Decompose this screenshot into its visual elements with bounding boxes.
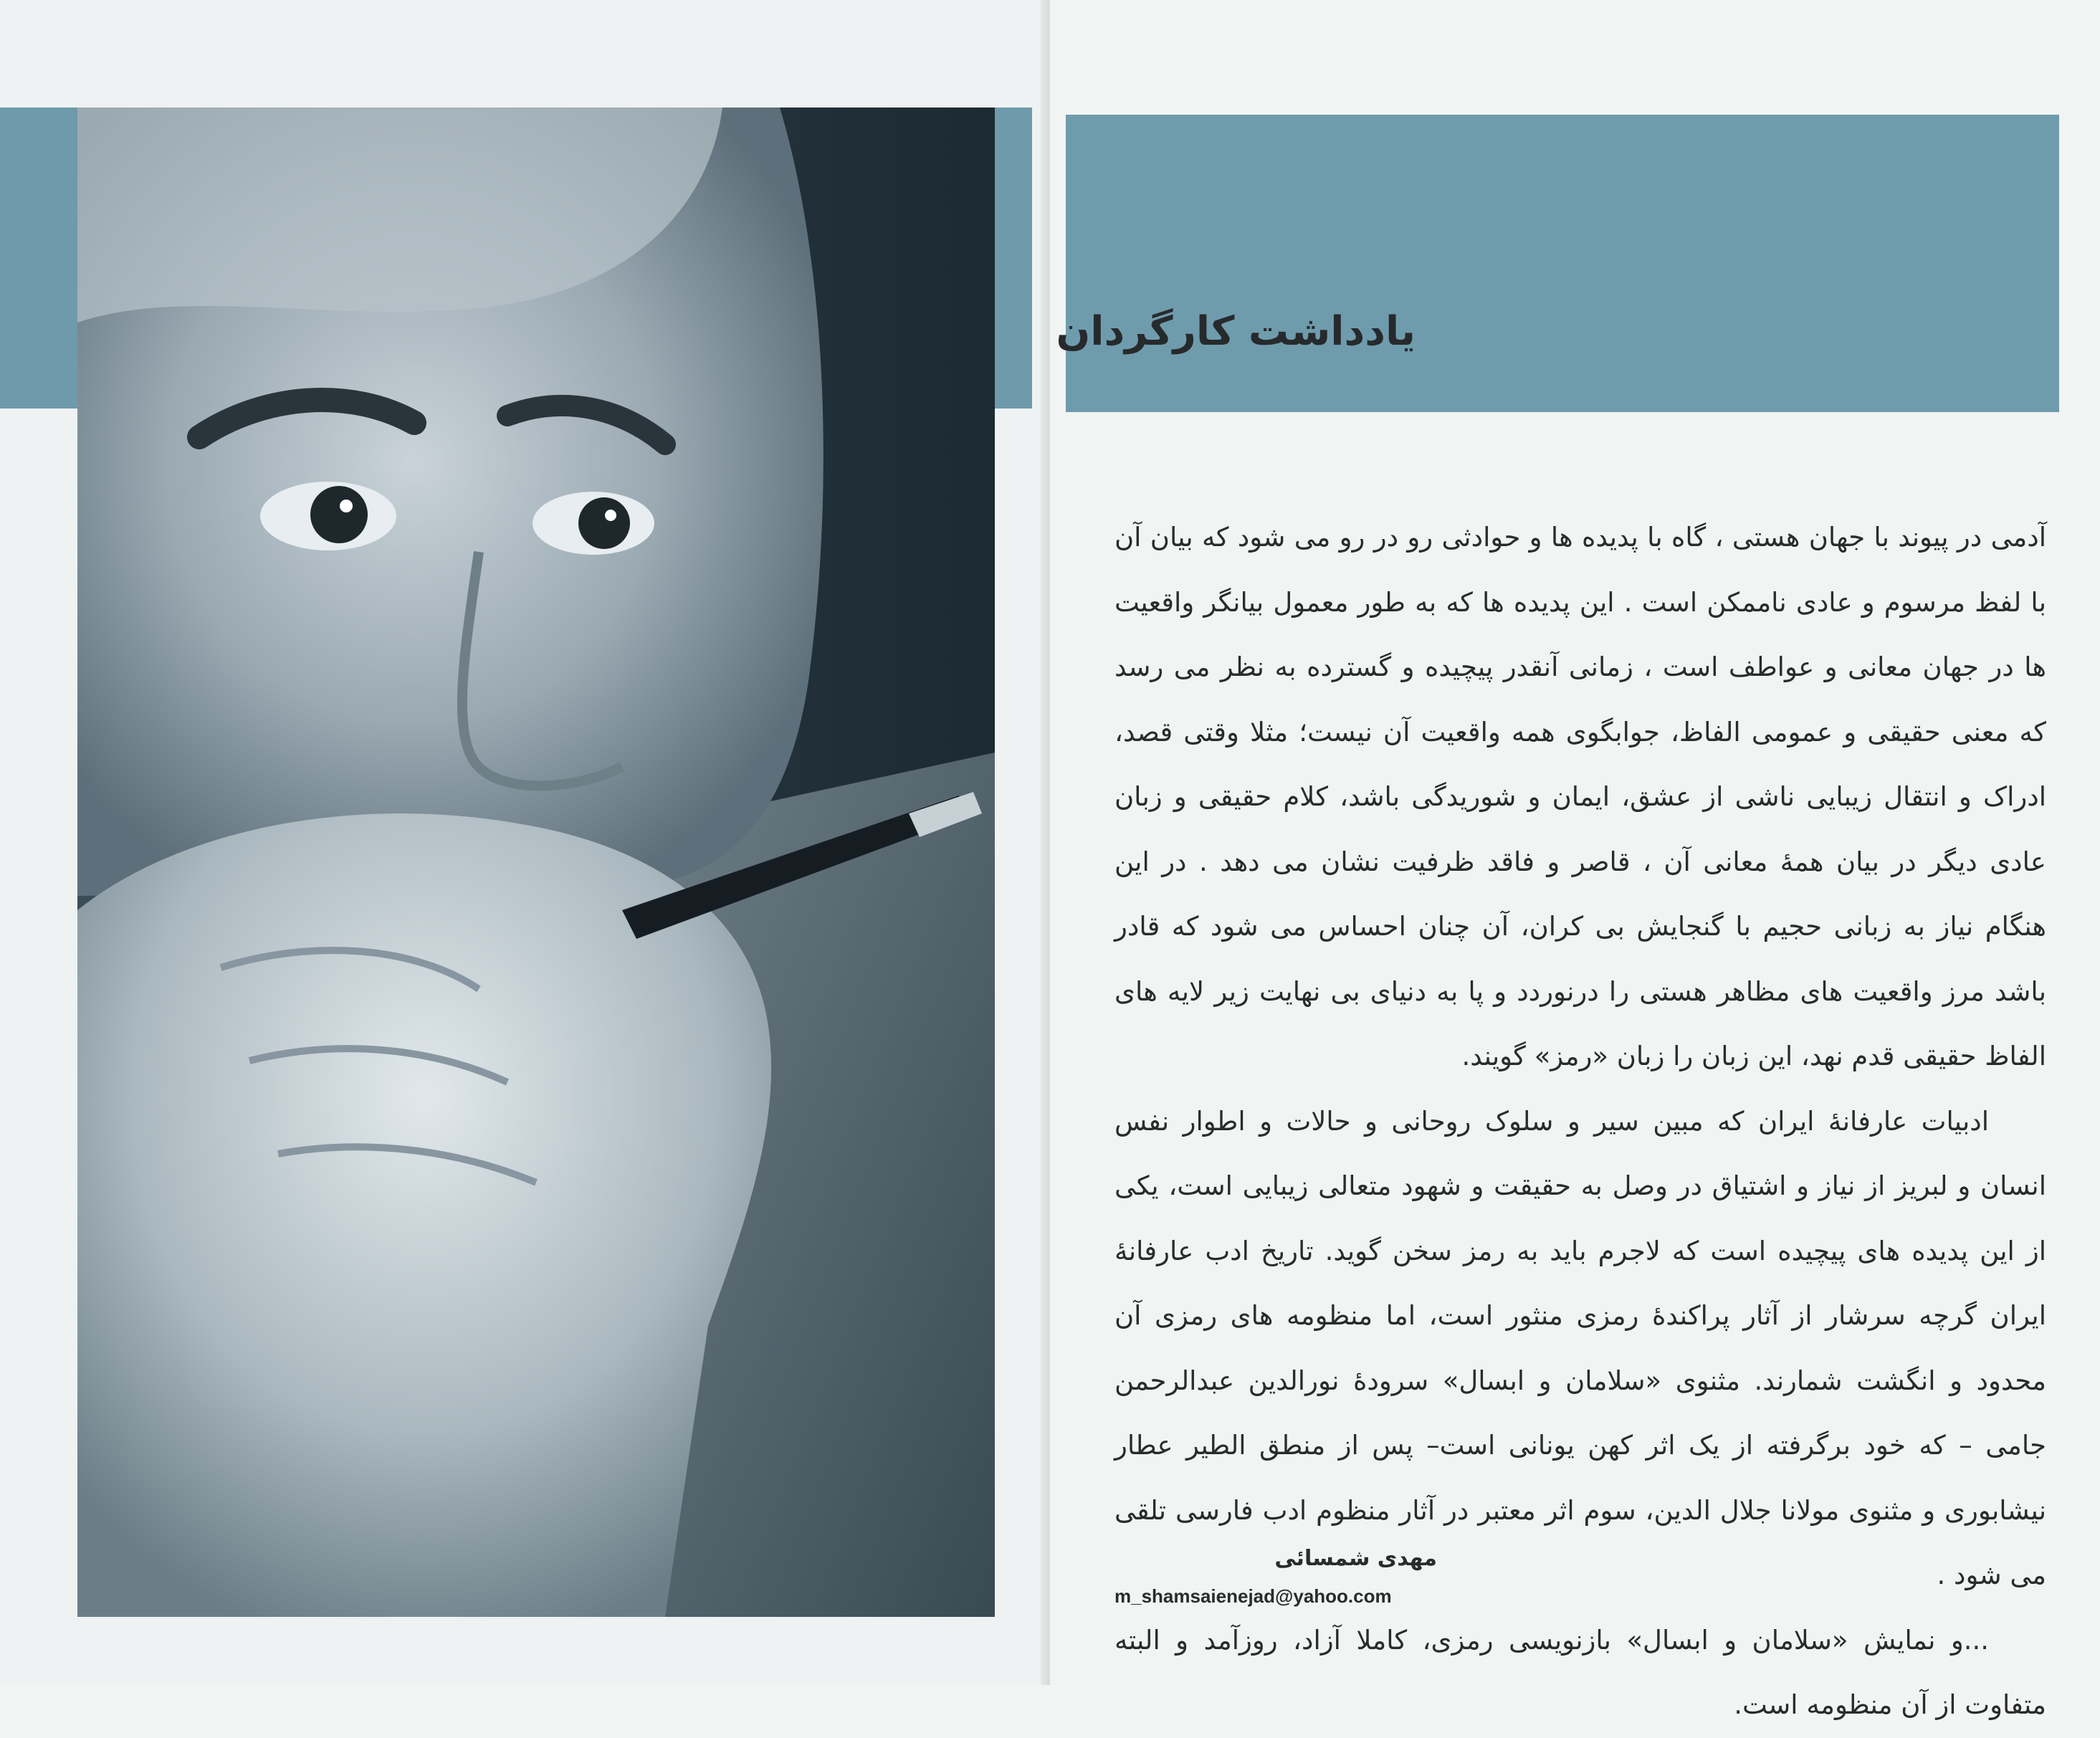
paragraph-1: آدمی در پیوند با جهان هستی ، گاه با پدیده ها و حوادثی رو در رو می شود که بیان آن با لفظ مرسوم و عادی ناممکن است . این پدیده ها که به طور معمول بیانگر واقعیت ها در جهان معانی و عواطف است ، زمانی آنقدر پیچیده و گسترده به نظر می رسد که معنی حقیقی و عمومی الفاظ، جوابگوی همه واقعیت آن نیست؛ مثلا وقتی قصد، ادراک و انتقال زیبایی ناشی از عشق، ایمان و شوریدگی باشد، کلام حقیقی و زبان عادی دیگر در بیان همهٔ معانی آن ، قاصر و فاقد ظرفیت نشان می دهد . در این هنگام نیاز به زبانی حجیم با گنجایش بی کران، آن چنان احساس می شود که قادر باشد مرز واقعیت های مظاهر هستی را درنوردد و پا به دنیای بی نهایت زیر لایه های الفاظ حقیقی قدم نهد، این زبان را زبان «رمز» گویند.	[1115, 522, 2046, 1071]
paragraph-2: ادبیات عارفانهٔ ایران که مبین سیر و سلوک روحانی و حالات و اطوار نفس انسان و لبریز از نیاز و اشتیاق در وصل به حقیقت و شهود متعالی زیبایی است، یکی از این پدیده های پیچیده است که لاجرم باید به رمز سخن گوید. تاریخ ادب عارفانهٔ ایران گرچه سرشار از آثار پراکندهٔ رمزی منثور است، اما منظومه های رمزی آن محدود و انگشت شمارند. مثنوی «سلامان و ابسال» سرودهٔ نورالدین عبدالرحمن جامی – که خود برگرفته از یک اثر کهن یونانی است– پس از منطق الطیر عطار نیشابوری و مثنوی مولانا جلال الدین، سوم اثر معتبر در آثار منظوم ادب فارسی تلقی می شود .	[1115, 1105, 2046, 1590]
paragraph-3: ...و نمایش «سلامان و ابسال» بازنویسی رمزی، کاملا آزاد، روزآمد و البته متفاوت از آن منظومه است.	[1115, 1624, 2046, 1720]
portrait-photo	[77, 108, 995, 1617]
page-heading: یادداشت کارگردان	[1056, 308, 1416, 355]
author-email: m_shamsaienejad@yahoo.com	[1115, 1585, 1392, 1607]
right-color-band	[1066, 115, 2059, 412]
author-name: مهدی شمسائی	[1274, 1546, 1437, 1571]
left-page	[0, 0, 1050, 1685]
